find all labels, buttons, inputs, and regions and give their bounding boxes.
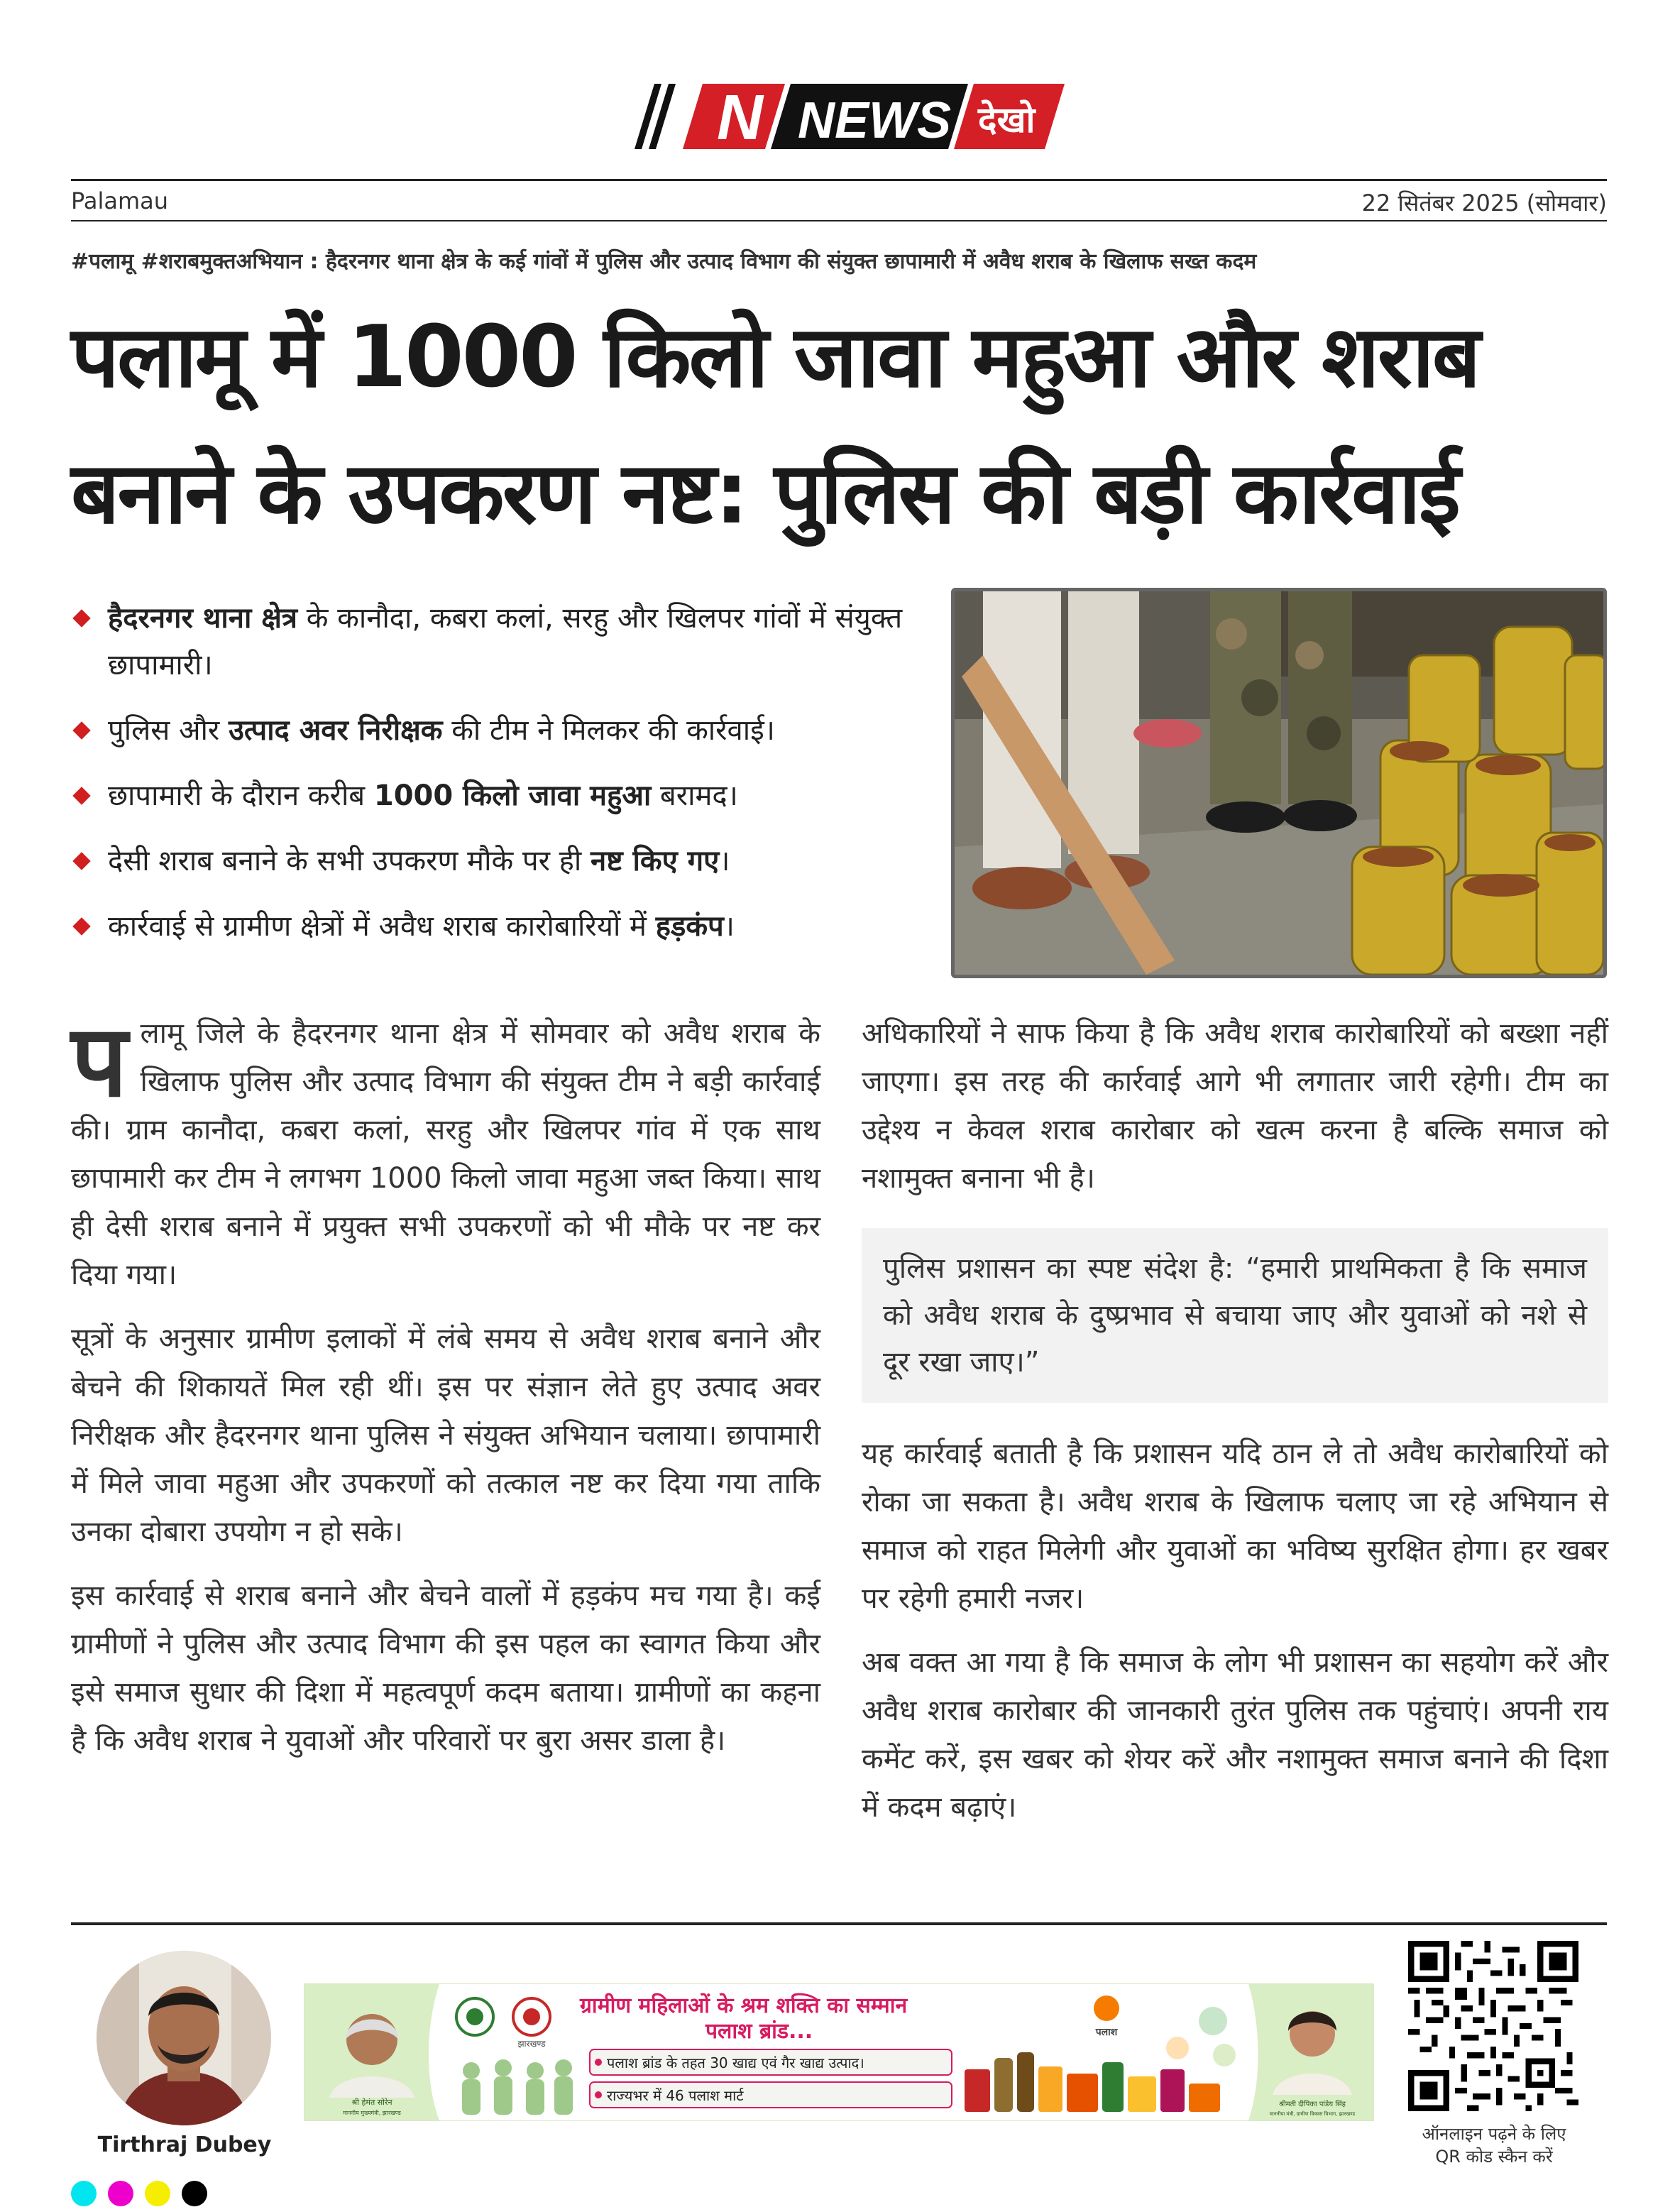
highlight-pre: कार्रवाई से ग्रामीण क्षेत्रों में अवैध शराब कारोबारियों में	[108, 910, 656, 943]
highlight-item	[71, 838, 923, 885]
highlight-text: की टीम ने मिलकर की कार्रवाई।	[442, 714, 775, 747]
article-paragraph-4: अधिकारियों ने साफ किया है कि अवैध शराब कारोबारियों को बख्शा नहीं जाएगा। इस तरह की कार्रवाई आगे भी लगातार जारी रहेगी। टीम का उद्देश्य न केवल शराब कारोबार को खत्म करना है बल्कि समाज को नशामुक्त बनाना भी है।	[862, 1017, 1608, 1195]
qr-caption-line-2: QR कोड स्कैन करें	[1435, 2147, 1553, 2167]
article-paragraph-3: इस कार्रवाई से शराब बनाने और बेचने वालों में हड़कंप मच गया है। कई ग्रामीणों ने पुलिस और उत्पाद विभाग की इस पहल का स्वागत किया और इसे समाज सुधार की दिशा में महत्वपूर्ण कदम बताया। ग्रामीणों का कहना है कि अवैध शराब ने युवाओं और परिवारों पर बुरा असर डाला है।	[71, 1579, 820, 1757]
banner-right-caption-2: माननीया मंत्री, ग्रामीण विकास विभाग, झारखण्ड	[1269, 2111, 1356, 2117]
banner-point-2: राज्यभर में 46 पलाश मार्ट	[607, 2087, 744, 2104]
kicker-hashtags: #पलामू #शराबमुक्तअभियान : हैदरनगर थाना क्षेत्र के कई गांवों में पुलिस और उत्पाद विभाग की संयुक्त छापामारी में अवैध शराब के खिलाफ सख्त कदम	[71, 249, 1257, 274]
raid-photo-illustration	[955, 591, 1603, 975]
header-top-rule	[71, 179, 1607, 181]
headline-line-1: पलामू में 1000 किलो जावा महुआ और शराब	[71, 308, 1479, 407]
footer-rule	[71, 1922, 1607, 1925]
print-dot-magenta	[108, 2181, 133, 2206]
author-name: Tirthraj Dubey	[97, 2132, 272, 2157]
header-bottom-rule	[71, 220, 1607, 221]
logo-tag: देखो	[978, 99, 1036, 141]
highlight-pre: पुलिस और	[108, 714, 229, 747]
highlight-bold: हैदरनगर थाना क्षेत्र	[108, 602, 298, 635]
highlight-text: ।	[719, 845, 730, 877]
logo-letter: N	[717, 82, 763, 152]
article-paragraph-1	[71, 1004, 820, 1299]
bullet-diamond-icon	[72, 609, 90, 627]
bullet-diamond-icon	[72, 917, 90, 935]
highlight-text: ।	[723, 910, 735, 943]
bullet-diamond-icon	[72, 721, 90, 739]
highlight-item	[71, 595, 923, 689]
highlight-bold: 1000 किलो जावा महुआ	[373, 779, 652, 812]
qr-caption	[1377, 2123, 1611, 2168]
date-label: 22 सितंबर 2025 (सोमवार)	[1361, 190, 1607, 217]
highlight-item	[71, 903, 923, 950]
article-column-right	[862, 1009, 1608, 1847]
bullet-diamond-icon	[72, 787, 90, 804]
banner-emblem-caption: झारखण्ड	[517, 2039, 546, 2049]
logo-word: NEWS	[798, 92, 951, 149]
headline	[71, 290, 1618, 562]
print-dot-yellow	[145, 2181, 170, 2206]
highlight-pre: छापामारी के दौरान करीब	[108, 779, 374, 812]
highlight-text: बरामद।	[651, 779, 738, 812]
author-avatar	[97, 1951, 271, 2125]
news-dekho-logo[interactable]	[617, 81, 1065, 152]
banner-left-caption-2: माननीय मुख्यमंत्री, झारखण्ड	[343, 2110, 401, 2116]
article-paragraph-1-text: लामू जिले के हैदरनगर थाना क्षेत्र में सोमवार को अवैध शराब के खिलाफ पुलिस और उत्पाद विभाग की संयुक्त टीम ने बड़ी कार्रवाई की। ग्राम कानौदा, कबरा कलां, सरहु और खिलपर गांव में एक साथ छापामारी कर टीम ने लगभग 1000 किलो जावा महुआ जब्त किया। साथ ही देसी शराब बनाने में प्रयुक्त सभी उपकरणों को भी मौके पर नष्ट कर दिया गया।	[71, 1017, 820, 1291]
drop-cap: प	[71, 1004, 128, 1119]
raid-photo[interactable]	[951, 588, 1607, 978]
highlight-bold: उत्पाद अवर निरीक्षक	[228, 714, 443, 747]
banner-point-1: पलाश ब्रांड के तहत 30 खाद्य एवं गैर खाद्य उत्पाद।	[607, 2054, 864, 2071]
banner-right-caption: श्रीमती दीपिका पांडेय सिंह	[1279, 2101, 1346, 2108]
highlights-list	[71, 595, 923, 968]
article-paragraph-5: यह कार्रवाई बताती है कि प्रशासन यदि ठान ले तो अवैध कारोबारियों को रोका जा सकता है। अवैध शराब के खिलाफ चलाए जा रहे अभियान से समाज को राहत मिलेगी और युवाओं का भविष्य सुरक्षित होगा। हर खबर पर रहेगी हमारी नजर।	[862, 1438, 1608, 1615]
article-paragraph-6: अब वक्त आ गया है कि समाज के लोग भी प्रशासन का सहयोग करें और अवैध शराब कारोबार की जानकारी तुरंत पुलिस तक पहुंचाएं। अपनी राय कमेंट करें, इस खबर को शेयर करें और नशामुक्त समाज बनाने की दिशा में कदम बढ़ाएं।	[862, 1646, 1608, 1824]
print-dot-black	[182, 2181, 207, 2206]
location-label: Palamau	[71, 187, 169, 214]
highlight-text: के कानौदा, कबरा कलां, सरहु और खिलपर गांवों में संयुक्त छापामारी।	[108, 602, 903, 681]
highlight-bold: नष्ट किए गए	[591, 845, 720, 877]
highlight-item	[71, 707, 923, 754]
banner-title: ग्रामीण महिलाओं के श्रम शक्ति का सम्मान	[580, 1993, 908, 2018]
headline-line-2: बनाने के उपकरण नष्ट: पुलिस की बड़ी कार्रवाई	[71, 444, 1459, 543]
qr-caption-line-1: ऑनलाइन पढ़ने के लिए	[1422, 2124, 1566, 2144]
banner-artwork	[304, 1984, 1373, 2120]
pull-quote: पुलिस प्रशासन का स्पष्ट संदेश है: “हमारी प्राथमिकता है कि समाज को अवैध शराब के दुष्प्रभाव से बचाया जाए और युवाओं को नशे से दूर रखा जाए।”	[862, 1228, 1608, 1403]
bullet-diamond-icon	[72, 852, 90, 870]
article-column-left	[71, 1004, 820, 1780]
qr-code[interactable]	[1408, 1941, 1578, 2111]
highlight-bold: हड़कंप	[655, 910, 724, 943]
highlight-pre: देसी शराब बनाने के सभी उपकरण मौके पर ही	[108, 845, 591, 877]
palash-advertisement-banner[interactable]	[304, 1983, 1374, 2121]
banner-left-caption: श्री हेमंत सोरेन	[351, 2098, 392, 2107]
banner-subtitle: पलाश ब्रांड...	[705, 2019, 813, 2044]
author-photo-illustration	[97, 1951, 271, 2125]
print-dot-cyan	[71, 2181, 97, 2206]
highlight-item	[71, 772, 923, 819]
banner-palash-logo: पलाश	[1095, 2027, 1118, 2038]
article-paragraph-2: सूत्रों के अनुसार ग्रामीण इलाकों में लंबे समय से अवैध शराब बनाने और बेचने की शिकायतें मिल रही थीं। इस पर संज्ञान लेते हुए उत्पाद अवर निरीक्षक और हैदरनगर थाना पुलिस ने संयुक्त अभियान चलाया। छापामारी में मिले जावा महुआ और उपकरणों को तत्काल नष्ट कर दिया गया ताकि उनका दोबारा उपयोग न हो सके।	[71, 1323, 820, 1548]
